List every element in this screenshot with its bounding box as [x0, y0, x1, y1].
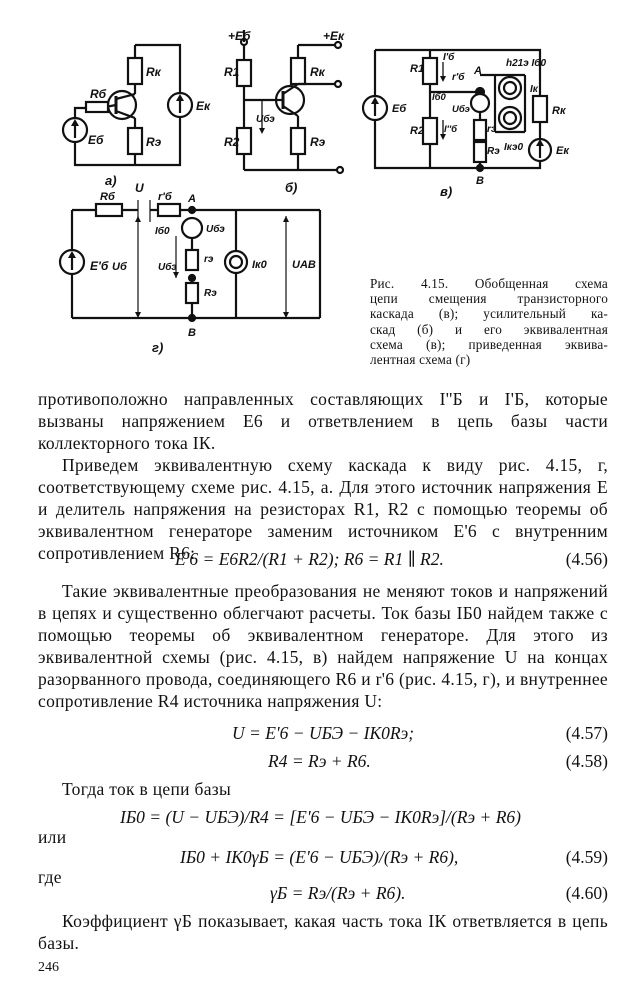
svg-text:A: A: [474, 65, 482, 77]
svg-text:Iб0: Iб0: [155, 226, 170, 237]
svg-text:Iк0: Iк0: [252, 259, 267, 271]
svg-text:Rк: Rк: [310, 65, 325, 79]
equation-4-60: γБ = Rэ/(Rэ + R6).: [270, 883, 406, 903]
equation-ib0: IБ0 = (U − UБЭ)/R4 = [E'6 − UБЭ − IК0Rэ]/(Rэ + R6): [120, 807, 521, 827]
equation-4-56: E'6 = E6R2/(R1 + R2); R6 = R1 ∥ R2.: [175, 549, 444, 569]
figure-caption: [370, 276, 608, 367]
svg-text:в): в): [440, 184, 453, 199]
svg-text:rэ: rэ: [204, 254, 214, 265]
resistor-rk-b: [291, 58, 305, 84]
resistor-r2-v: [423, 118, 437, 144]
svg-text:E'б: E'б: [90, 259, 109, 273]
svg-text:A: A: [188, 193, 196, 205]
equation-number: (4.58): [565, 751, 608, 771]
equation-number: (4.56): [565, 549, 608, 569]
svg-text:I'б: I'б: [443, 52, 455, 63]
svg-text:Uбэ: Uбэ: [452, 104, 470, 115]
svg-text:Uбэ: Uбэ: [256, 114, 275, 125]
caption-line: каскада (в); усилительный ка-: [370, 306, 608, 322]
svg-text:Rэ: Rэ: [310, 135, 326, 149]
svg-text:R2: R2: [410, 125, 425, 137]
svg-text:h21э Iб0: h21э Iб0: [506, 58, 547, 69]
svg-text:R2: R2: [224, 135, 240, 149]
svg-text:U: U: [135, 181, 144, 195]
svg-text:Eб: Eб: [88, 133, 104, 147]
paragraph-3: Такие эквивалентные преобразования не меняют токов и напряжений в цепях и существенно облегчают расчеты. Ток базы IБ0 найдем также с помощью теоремы об эквивалентном генераторе. Для этого из эквивалентной схемы (рис. 4.15, в) найдем напряжение U на концах разорванного провода, соединяющего R6 и r'6 (рис. 4.15, г), и внутреннее сопротивление R4 источника напряжения U:: [38, 581, 608, 711]
text-where: где: [38, 867, 62, 887]
svg-text:Iб0: Iб0: [432, 92, 446, 103]
svg-text:Rб: Rб: [100, 191, 115, 203]
svg-text:R1: R1: [224, 65, 240, 79]
svg-text:R1: R1: [410, 63, 425, 75]
svg-text:Rэ: Rэ: [204, 288, 217, 299]
svg-text:б): б): [285, 180, 298, 195]
svg-text:Eк: Eк: [556, 145, 569, 157]
svg-text:Rэ: Rэ: [146, 135, 162, 149]
svg-text:Uбэ: Uбэ: [206, 224, 225, 235]
resistor-re: [128, 128, 142, 154]
svg-text:Rэ: Rэ: [487, 146, 500, 157]
svg-text:Rб: Rб: [90, 87, 107, 101]
svg-text:rэ: rэ: [487, 124, 497, 135]
svg-text:г): г): [152, 340, 164, 355]
svg-text:r'б: r'б: [452, 72, 465, 83]
svg-text:+Eб: +Eб: [228, 29, 251, 43]
equation-4-59: IБ0 + IК0γБ = (E'6 − UБЭ)/(Rэ + R6),: [180, 847, 459, 867]
svg-text:I''б: I''б: [444, 124, 458, 135]
svg-text:Uбэ: Uбэ: [158, 262, 177, 273]
svg-text:Iкэ0: Iкэ0: [504, 142, 524, 153]
paragraph-4: Коэффициент γБ показывает, какая часть тока IК ответвляется в цепь базы.: [38, 911, 608, 953]
paragraph-1: противоположно направленных составляющих I''Б и I'Б, которые вызваны напряжением E6 и ответвлением в цепь базы части коллекторного тока IК.: [38, 389, 608, 453]
svg-text:Eб: Eб: [392, 103, 407, 115]
paragraph-2: Приведем эквивалентную схему каскада к виду рис. 4.15, г, соответствующему схеме рис. 4.15, а. Для этого источник напряжения E и делитель напряжения на резисторах R1, R2 с помощью теоремы об эквивалентном генераторе заменим источником E'6 с внутренним сопротивлением R6:: [38, 455, 608, 563]
caption-line: Рис. 4.15. Обобщенная схема: [370, 276, 608, 291]
svg-text:B: B: [476, 175, 484, 187]
svg-text:r'б: r'б: [158, 191, 172, 203]
svg-text:Eк: Eк: [196, 99, 211, 113]
svg-text:а): а): [105, 173, 117, 188]
svg-text:Uб: Uб: [112, 261, 127, 273]
caption-line: цепи смещения транзисторного: [370, 291, 608, 307]
resistor-rk: [128, 58, 142, 84]
svg-text:Rк: Rк: [552, 105, 566, 117]
equation-number: (4.59): [565, 847, 608, 867]
circuit-b: [237, 30, 343, 173]
resistor-r1-v: [423, 58, 437, 84]
equation-4-57: U = E'6 − UБЭ − IК0Rэ;: [232, 723, 415, 743]
svg-text:Rк: Rк: [146, 65, 161, 79]
svg-text:Iк: Iк: [530, 84, 538, 95]
caption-line: скад (б) и его эквивалентная: [370, 321, 608, 337]
page-number: 246: [38, 960, 59, 975]
equation-number: (4.60): [565, 883, 608, 903]
caption-line: схема (в); приведенная эквива-: [370, 336, 608, 352]
svg-text:+Eк: +Eк: [323, 29, 345, 43]
equation-number: (4.57): [565, 723, 608, 743]
text-then: Тогда ток в цепи базы: [62, 779, 232, 799]
circuit-a: [63, 45, 192, 165]
resistor-re-b: [291, 128, 305, 154]
text-or: или: [38, 827, 67, 847]
svg-text:B: B: [188, 327, 196, 339]
svg-text:UAB: UAB: [292, 259, 316, 271]
caption-line: лентная схема (г): [370, 352, 471, 368]
equation-4-58: R4 = Rэ + R6.: [268, 751, 371, 771]
